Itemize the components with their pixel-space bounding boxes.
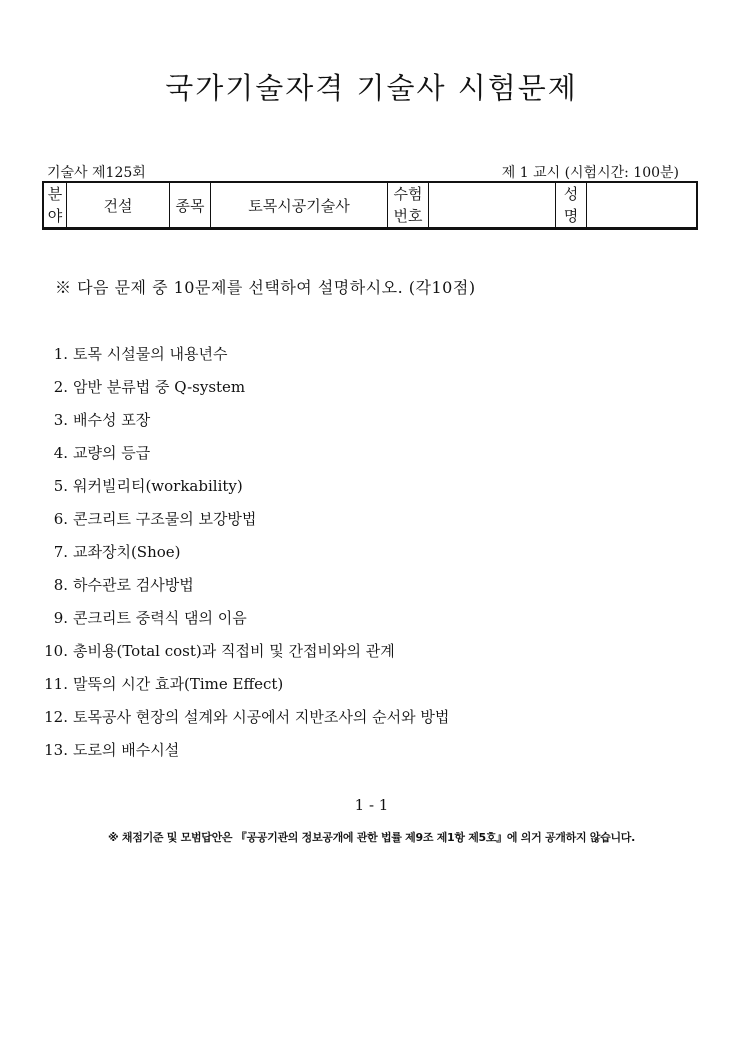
- question-item: [38, 739, 449, 772]
- exam-session: 제 1 교시 (시험시간: 100분): [501, 165, 679, 181]
- question-item: [38, 508, 449, 541]
- question-item: [38, 343, 449, 376]
- name-label-cell: [556, 182, 587, 229]
- question-number: 13.: [44, 741, 68, 759]
- question-item: [38, 574, 449, 607]
- question-item: [38, 541, 449, 574]
- question-item: [38, 706, 449, 739]
- question-number: 9.: [53, 609, 68, 627]
- question-text: 하수관로 검사방법: [73, 576, 194, 594]
- exam-info-table: [42, 181, 698, 230]
- question-number: 12.: [44, 708, 68, 726]
- exam-number-label-top: 수험: [393, 185, 423, 203]
- question-text: 콘크리트 구조물의 보강방법: [73, 510, 257, 528]
- exam-number-label-cell: [388, 182, 429, 229]
- exam-subheader: [47, 162, 697, 182]
- exam-number-field[interactable]: [429, 182, 556, 229]
- question-text: 말뚝의 시간 효과(Time Effect): [73, 675, 284, 693]
- question-item: [38, 409, 449, 442]
- question-item: [38, 673, 449, 706]
- question-list: [38, 343, 449, 772]
- field-value-cell: 건설: [67, 182, 170, 229]
- question-item: [38, 376, 449, 409]
- question-number: 4.: [53, 444, 68, 462]
- question-number: 11.: [44, 675, 68, 693]
- name-field[interactable]: [587, 182, 698, 229]
- disclosure-footnote: ※ 채점기준 및 모범답안은 『공공기관의 정보공개에 관한 법률 제9조 제1항 제5호』에 의거 공개하지 않습니다.: [108, 831, 635, 844]
- question-text: 배수성 포장: [73, 411, 151, 429]
- question-text: 교좌장치(Shoe): [73, 543, 181, 561]
- question-text: 암반 분류법 중 Q-system: [73, 378, 246, 396]
- question-number: 10.: [44, 642, 68, 660]
- question-text: 워커빌리티(workability): [73, 477, 243, 495]
- category-label-cell: 종목: [170, 182, 211, 229]
- question-number: 3.: [53, 411, 68, 429]
- question-text: 토목공사 현장의 설계와 시공에서 지반조사의 순서와 방법: [73, 708, 450, 726]
- question-text: 콘크리트 중력식 댐의 이음: [73, 609, 247, 627]
- name-label-top: 성: [563, 185, 579, 203]
- field-label-cell: [43, 182, 67, 229]
- name-label-bottom: 명: [563, 207, 579, 225]
- question-text: 총비용(Total cost)과 직접비 및 간접비와의 관계: [73, 642, 395, 660]
- question-number: 5.: [53, 477, 68, 495]
- question-item: [38, 442, 449, 475]
- question-text: 교량의 등급: [73, 444, 151, 462]
- question-item: [38, 640, 449, 673]
- exam-round: 기술사 제125회: [47, 165, 146, 181]
- exam-number-label-bottom: 번호: [393, 207, 423, 225]
- page-title: 국가기술자격 기술사 시험문제: [165, 71, 578, 105]
- question-number: 8.: [53, 576, 68, 594]
- question-number: 7.: [53, 543, 68, 561]
- question-item: [38, 475, 449, 508]
- question-number: 1.: [53, 345, 68, 363]
- question-text: 토목 시설물의 내용년수: [73, 345, 228, 363]
- page-number: 1 - 1: [354, 796, 389, 814]
- question-text: 도로의 배수시설: [73, 741, 180, 759]
- instruction-text: ※ 다음 문제 중 10문제를 선택하여 설명하시오. (각10점): [55, 278, 476, 297]
- question-number: 6.: [53, 510, 68, 528]
- field-label-top: 분: [47, 185, 63, 203]
- field-label-bottom: 야: [47, 207, 63, 225]
- category-value-cell: 토목시공기술사: [211, 182, 388, 229]
- question-item: [38, 607, 449, 640]
- question-number: 2.: [53, 378, 68, 396]
